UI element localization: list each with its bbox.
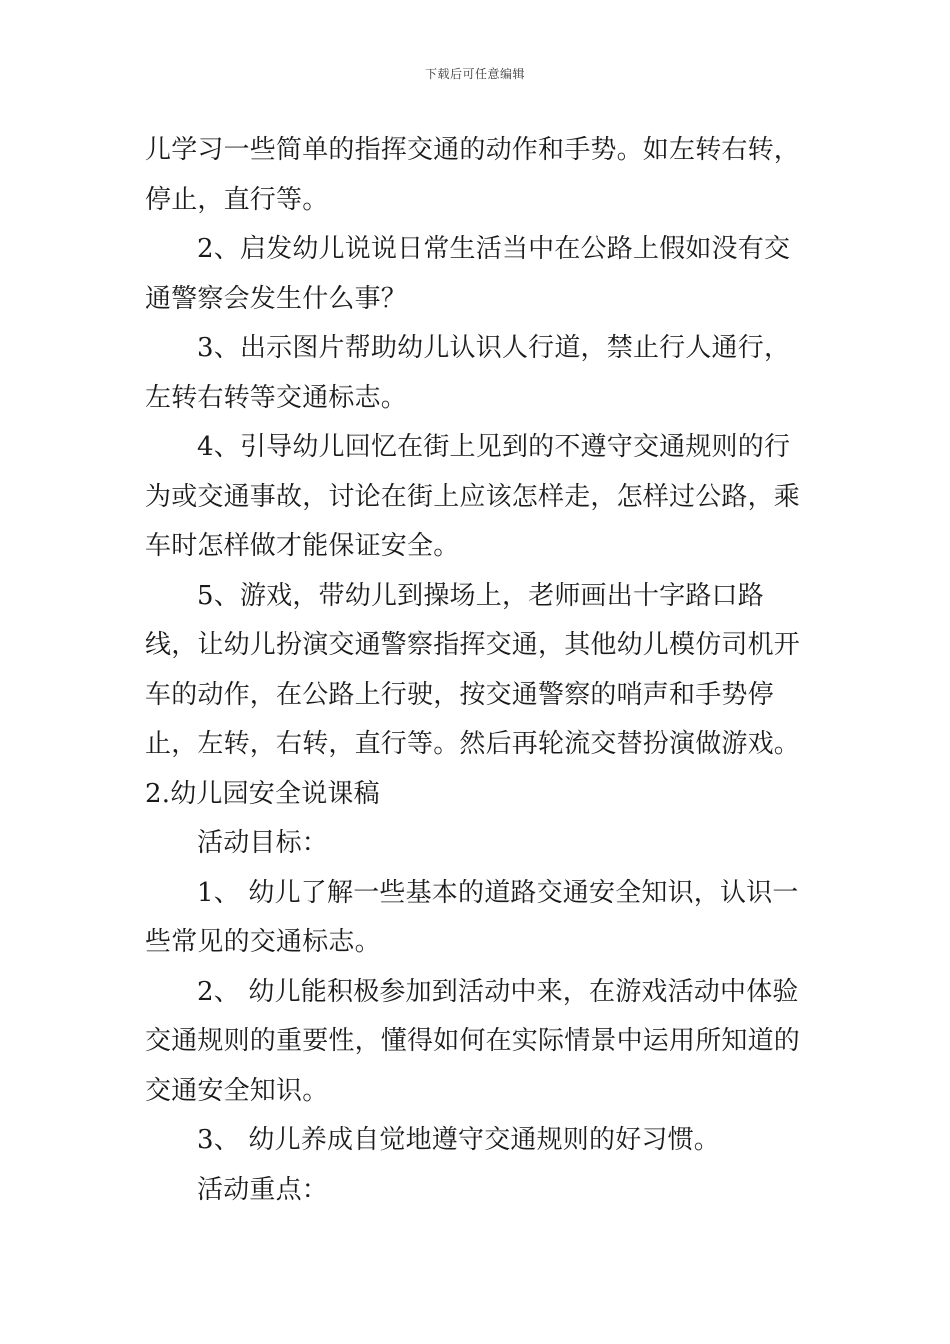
paragraph-item-4: 4、引导幼儿回忆在街上见到的不遵守交通规则的行为或交通事故，讨论在街上应该怎样走，怎样过公路，乘车时怎样做才能保证安全。: [145, 432, 801, 561]
paragraph-item-2: 2、启发幼儿说说日常生活当中在公路上假如没有交通警察会发生什么事？: [145, 234, 791, 314]
paragraph-item-3: 3、出示图片帮助幼儿认识人行道，禁止行人通行，左转右转等交通标志。: [145, 333, 791, 413]
page-header: 下载后可任意编辑: [424, 67, 525, 81]
paragraph-continuation: 儿学习一些简单的指挥交通的动作和手势。如左转右转，停止，直行等。: [145, 135, 801, 215]
subheading-focus: 活动重点：: [197, 1174, 329, 1205]
paragraph-item-5: 5、游戏，带幼儿到操场上，老师画出十字路口路线，让幼儿扮演交通警察指挥交通，其他幼儿模仿司机开车的动作，在公路上行驶，按交通警察的哨声和手势停止，左转，右转，直行等。然后再轮流交替扮演做游戏。: [145, 580, 801, 759]
goal-item-3: 3、 幼儿养成自觉地遵守交通规则的好习惯。: [197, 1125, 721, 1155]
subheading-goals: 活动目标：: [197, 828, 329, 858]
document-body: [145, 126, 807, 1215]
section-heading: 2.幼儿园安全说课稿: [145, 778, 380, 809]
goal-item-2: 2、 幼儿能积极参加到活动中来，在游戏活动中体验交通规则的重要性，懂得如何在实际情景中运用所知道的交通安全知识。: [145, 976, 801, 1106]
goal-item-1: 1、 幼儿了解一些基本的道路交通安全知识，认识一些常见的交通标志。: [145, 877, 799, 957]
